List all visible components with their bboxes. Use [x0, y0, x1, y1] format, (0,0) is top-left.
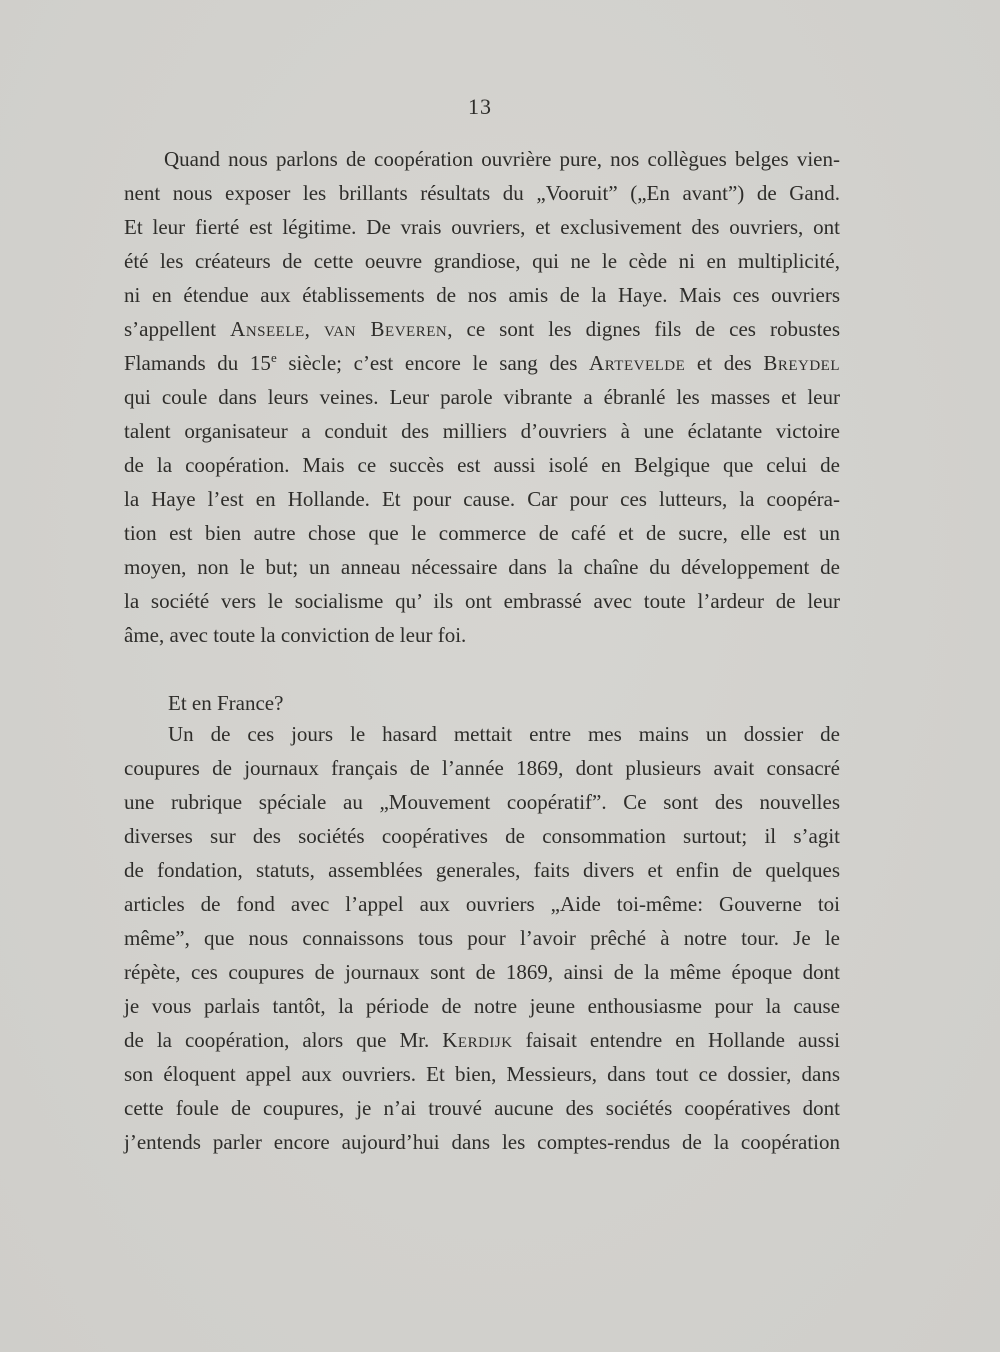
person-name-breydel: Breydel: [763, 351, 840, 375]
text-line: Un de ces jours le hasard mettait entre mes mains un dossier de: [168, 722, 840, 746]
text-line: je vous parlais tantôt, la période de notre jeune enthousiasme pour la cause: [124, 994, 840, 1018]
text-span: siècle; c’est encore le sang des: [276, 351, 590, 375]
text-line: Quand nous parlons de coopération ouvrière pure, nos collègues belges vien-: [164, 147, 840, 171]
text-line: diverses sur des sociétés coopératives de consommation surtout; il s’agit: [124, 824, 840, 848]
text-line: la société vers le socialisme qu’ ils ont embrassé avec toute l’ardeur de leur: [124, 589, 840, 613]
text-line: [124, 1024, 840, 1057]
text-line: même”, que nous connaissons tous pour l’avoir prêché à notre tour. Je le: [124, 926, 840, 950]
text-line: une rubrique spéciale au „Mouvement coopératif”. Ce sont des nouvelles: [124, 790, 840, 814]
text-span: ,: [304, 317, 324, 341]
person-name-van-beveren: van Beveren: [323, 317, 448, 341]
person-name-artevelde: Artevelde: [589, 351, 686, 375]
text-span: Flamands du 15: [124, 351, 271, 375]
text-line: répète, ces coupures de journaux sont de 1869, ainsi de la même époque dont: [124, 960, 840, 984]
text-line: nent nous exposer les brillants résultats du „Vooruit” („En avant”) de Gand.: [124, 181, 840, 205]
text-line: j’entends parler encore aujourd’hui dans les comptes-rendus de la coopération: [124, 1130, 840, 1154]
person-name-kerdijk: Kerdijk: [442, 1028, 513, 1052]
text-line: [124, 347, 840, 380]
text-span: faisait entendre en Hollande aussi: [512, 1028, 840, 1052]
section-question: Et en France?: [168, 691, 284, 715]
text-line: de fondation, statuts, assemblées generales, faits divers et enfin de quelques: [124, 858, 840, 882]
text-span: s’appellent: [124, 317, 231, 341]
text-span: de la coopération, alors que Mr.: [124, 1028, 443, 1052]
text-line: moyen, non le but; un anneau nécessaire dans la chaîne du développement de: [124, 555, 840, 579]
text-line: son éloquent appel aux ouvriers. Et bien, Messieurs, dans tout ce dossier, dans: [124, 1062, 840, 1086]
text-line: coupures de journaux français de l’année 1869, dont plusieurs avait consacré: [124, 756, 840, 780]
person-name-anseele: Anseele: [230, 317, 305, 341]
text-line: cette foule de coupures, je n’ai trouvé aucune des sociétés coopératives dont: [124, 1096, 840, 1120]
text-line: articles de fond avec l’appel aux ouvriers „Aide toi-même: Gouverne toi: [124, 892, 840, 916]
text-line: âme, avec toute la conviction de leur foi.: [124, 623, 467, 647]
text-line: tion est bien autre chose que le commerce de café et de sucre, elle est un: [124, 521, 840, 545]
page-number: 13: [468, 94, 492, 119]
text-line: la Haye l’est en Hollande. Et pour cause. Car pour ces lutteurs, la coopéra-: [124, 487, 840, 511]
text-line: été les créateurs de cette oeuvre grandiose, qui ne le cède ni en multiplicité,: [124, 249, 840, 273]
text-line: de la coopération. Mais ce succès est aussi isolé en Belgique que celui de: [124, 453, 840, 477]
text-span: et des: [685, 351, 764, 375]
superscript: e: [270, 350, 277, 365]
text-line: talent organisateur a conduit des milliers d’ouvriers à une éclatante victoire: [124, 419, 840, 443]
text-line: qui coule dans leurs veines. Leur parole vibrante a ébranlé les masses et leur: [124, 385, 840, 409]
text-line: [124, 313, 840, 346]
text-line: ni en étendue aux établissements de nos amis de la Haye. Mais ces ouvriers: [124, 283, 840, 307]
text-span: , ce sont les dignes fils de ces robustes: [447, 317, 840, 341]
text-line: Et leur fierté est légitime. De vrais ouvriers, et exclusivement des ouvriers, ont: [124, 215, 840, 239]
